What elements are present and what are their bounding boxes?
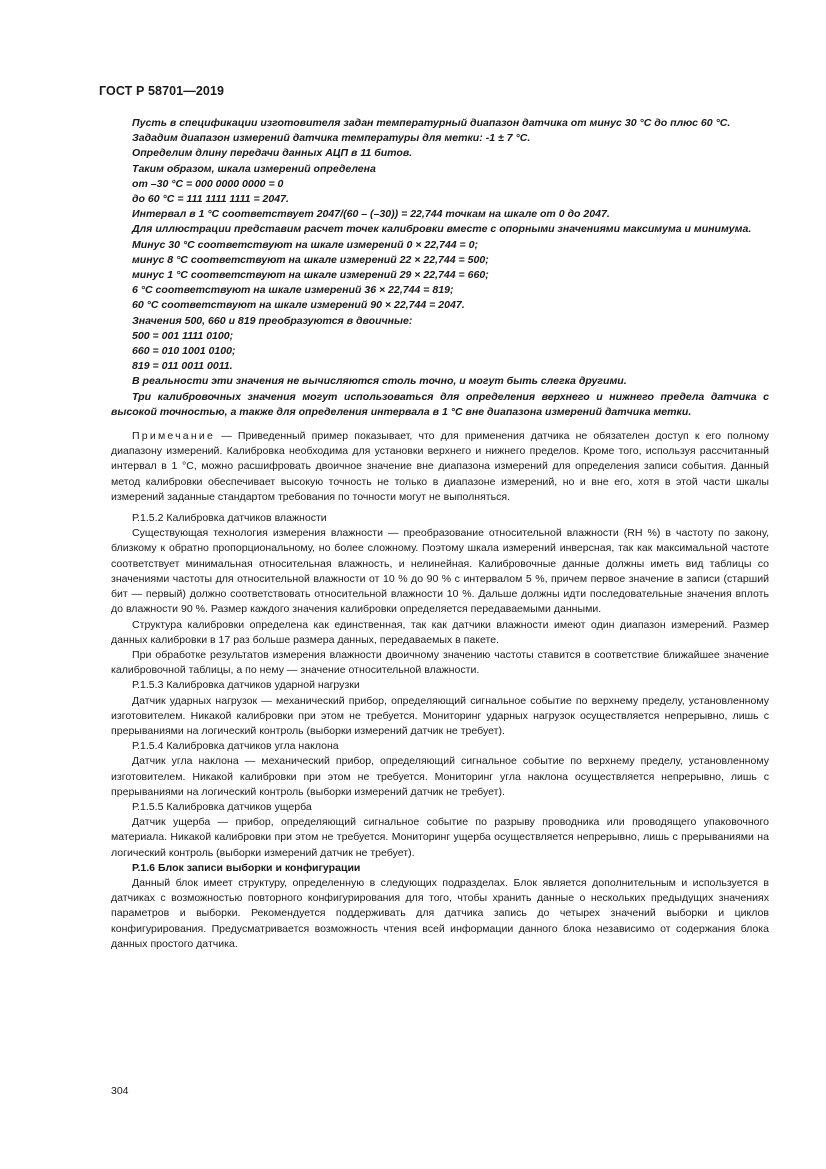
note-label: Примечание bbox=[132, 430, 216, 443]
example-line: Три калибровочных значения могут использоваться для определения верхнего и нижнего предела датчика с высокой точностью, а также для определения интервала в 1 °С вне диапазона измерений датчика метки. bbox=[111, 390, 769, 418]
example-line: до 60 °С = 111 1111 1111 = 2047. bbox=[132, 193, 289, 206]
section-1-5-4-paragraph: Датчик угла наклона — механический прибор, определяющий сигнальное событие по верхнему пределу, установленному изготовителем. Никакой калибровки при этом не требуется. Мониторинг угла наклона осуществляется непрерывно, лишь с прерываниями на логический контроль (выборки измерений датчик не требует). bbox=[111, 755, 769, 798]
example-line: В реальности эти значения не вычисляются столь точно, и могут быть слегка другими. bbox=[132, 375, 627, 388]
section-heading-1-5-5: Р.1.5.5 Калибровка датчиков ущерба bbox=[132, 800, 312, 813]
example-line: 819 = 011 0011 0011. bbox=[132, 360, 233, 373]
note-paragraph bbox=[111, 429, 769, 505]
section-heading-1-6: Р.1.6 Блок записи выборки и конфигурации bbox=[132, 861, 361, 874]
example-line: 6 °С соответствуют на шкале измерений 36 × 22,744 = 819; bbox=[132, 284, 454, 297]
section-1-5-2-paragraph-1: Существующая технология измерения влажности — преобразование относительной влажности (RH %) в частоту по закону, близкому к обратно пропорциональному, но более сложному. Поэтому шкала измерений инверсная, так как максимальной частоте соответствует минимальная относительная влажность, и нелинейная. Калибровочные данные должны иметь вид таблицы со значениями частоты для относительной влажности от 10 % до 90 % с интервалом 5 %, причем первое значение в записи (старший бит — первый) должно соответствовать относительной влажности 10 %. Дальше должны идти последовательные значения вплоть до влажности 90 %. Размер каждого значения калибровки определяется передаваемыми данными. bbox=[111, 527, 769, 616]
document-body bbox=[111, 116, 769, 952]
example-line: 660 = 010 1001 0100; bbox=[132, 345, 236, 358]
section-1-5-2-paragraph-2: Структура калибровки определена как единственная, так как датчики влажности имеют один диапазон измерений. Размер данных калибровки в 17 раз больше размера данных, передаваемых в пакете. bbox=[111, 618, 769, 646]
example-line: Для иллюстрации представим расчет точек калибровки вместе с опорными значениями максимума и минимума. bbox=[132, 223, 752, 236]
section-1-5-3-paragraph: Датчик ударных нагрузок — механический прибор, определяющий сигнальное событие по верхнему пределу, установленному изготовителем. Никакой калибровки при этом не требуется. Мониторинг ударных нагрузок осуществляется непрерывно, лишь с прерываниями на логический контроль (выборки измерений датчик не требует). bbox=[111, 694, 769, 737]
example-line: от –30 °С = 000 0000 0000 = 0 bbox=[132, 177, 284, 190]
section-heading-1-5-2: Р.1.5.2 Калибровка датчиков влажности bbox=[132, 512, 327, 525]
section-1-5-5-paragraph: Датчик ущерба — прибор, определяющий сигнальное событие по разрыву проводника или проводящего упаковочного материала. Никакой калибровки при этом не требуется. Мониторинг ущерба осуществляется непрерывно, лишь с прерываниями на логический контроль (выборки измерений датчик не требует). bbox=[111, 816, 769, 859]
example-line: Таким образом, шкала измерений определена bbox=[132, 162, 376, 175]
example-line: 500 = 001 1111 0100; bbox=[132, 329, 234, 342]
section-heading-1-5-4: Р.1.5.4 Калибровка датчиков угла наклона bbox=[132, 740, 339, 753]
example-line: 60 °С соответствуют на шкале измерений 90 × 22,744 = 2047. bbox=[132, 299, 465, 312]
example-line: минус 1 °С соответствуют на шкале измерений 29 × 22,744 = 660; bbox=[132, 269, 489, 282]
section-1-5-2-paragraph-3: При обработке результатов измерения влажности двоичному значению частоты ставится в соответствие ближайшее значение калибровочной таблицы, а по нему — значение относительной влажности. bbox=[111, 648, 769, 677]
page-number: 304 bbox=[111, 1085, 129, 1097]
section-1-6-paragraph: Данный блок имеет структуру, определенную в следующих подразделах. Блок является дополнительным и используется в датчиках с возможностью повторного конфигурирования для того, чтобы хранить данные о нескольких предыдущих значениях параметров и выборки. Рекомендуется поддерживать для датчика запись до четырех значений выборки и циклов конфигурирования. Предусматривается возможность чтения всей информации данного блока независимо от содержания блока данных простого датчика. bbox=[111, 876, 769, 950]
example-line: минус 8 °С соответствуют на шкале измерений 22 × 22,744 = 500; bbox=[132, 253, 489, 266]
example-line: Зададим диапазон измерений датчика температуры для метки: -1 ± 7 °С. bbox=[132, 132, 531, 145]
example-line: Определим длину передачи данных АЦП в 11 битов. bbox=[132, 147, 413, 160]
example-line: Интервал в 1 °С соответствует 2047/(60 – (–30)) = 22,744 точкам на шкале от 0 до 2047. bbox=[132, 208, 610, 221]
note-text: — Приведенный пример показывает, что для применения датчика не обязателен доступ к его полному диапазону измерений. Калибровка необходима для установки верхнего и нижнего пределов. Кроме того, используя рассчитанный интервал в 1 °С, можно расшифровать двоичное значение вне диапазона измерений для определения записи события. Данный метод калибровки обеспечивает высокую точность не только в диапазоне измерений, но и вне его, хотя в этой части шкалы измерений заданные стандартом требования по точности могут не выполняться. bbox=[111, 430, 769, 503]
section-heading-1-5-3: Р.1.5.3 Калибровка датчиков ударной нагрузки bbox=[132, 679, 360, 692]
document-header: ГОСТ Р 58701—2019 bbox=[99, 84, 225, 98]
example-line: Минус 30 °С соответствуют на шкале измерений 0 × 22,744 = 0; bbox=[132, 238, 479, 251]
example-line: Пусть в спецификации изготовителя задан температурный диапазон датчика от минус 30 °С до плюс 60 °С. bbox=[132, 117, 731, 129]
example-line: Значения 500, 660 и 819 преобразуются в двоичные: bbox=[132, 314, 413, 327]
